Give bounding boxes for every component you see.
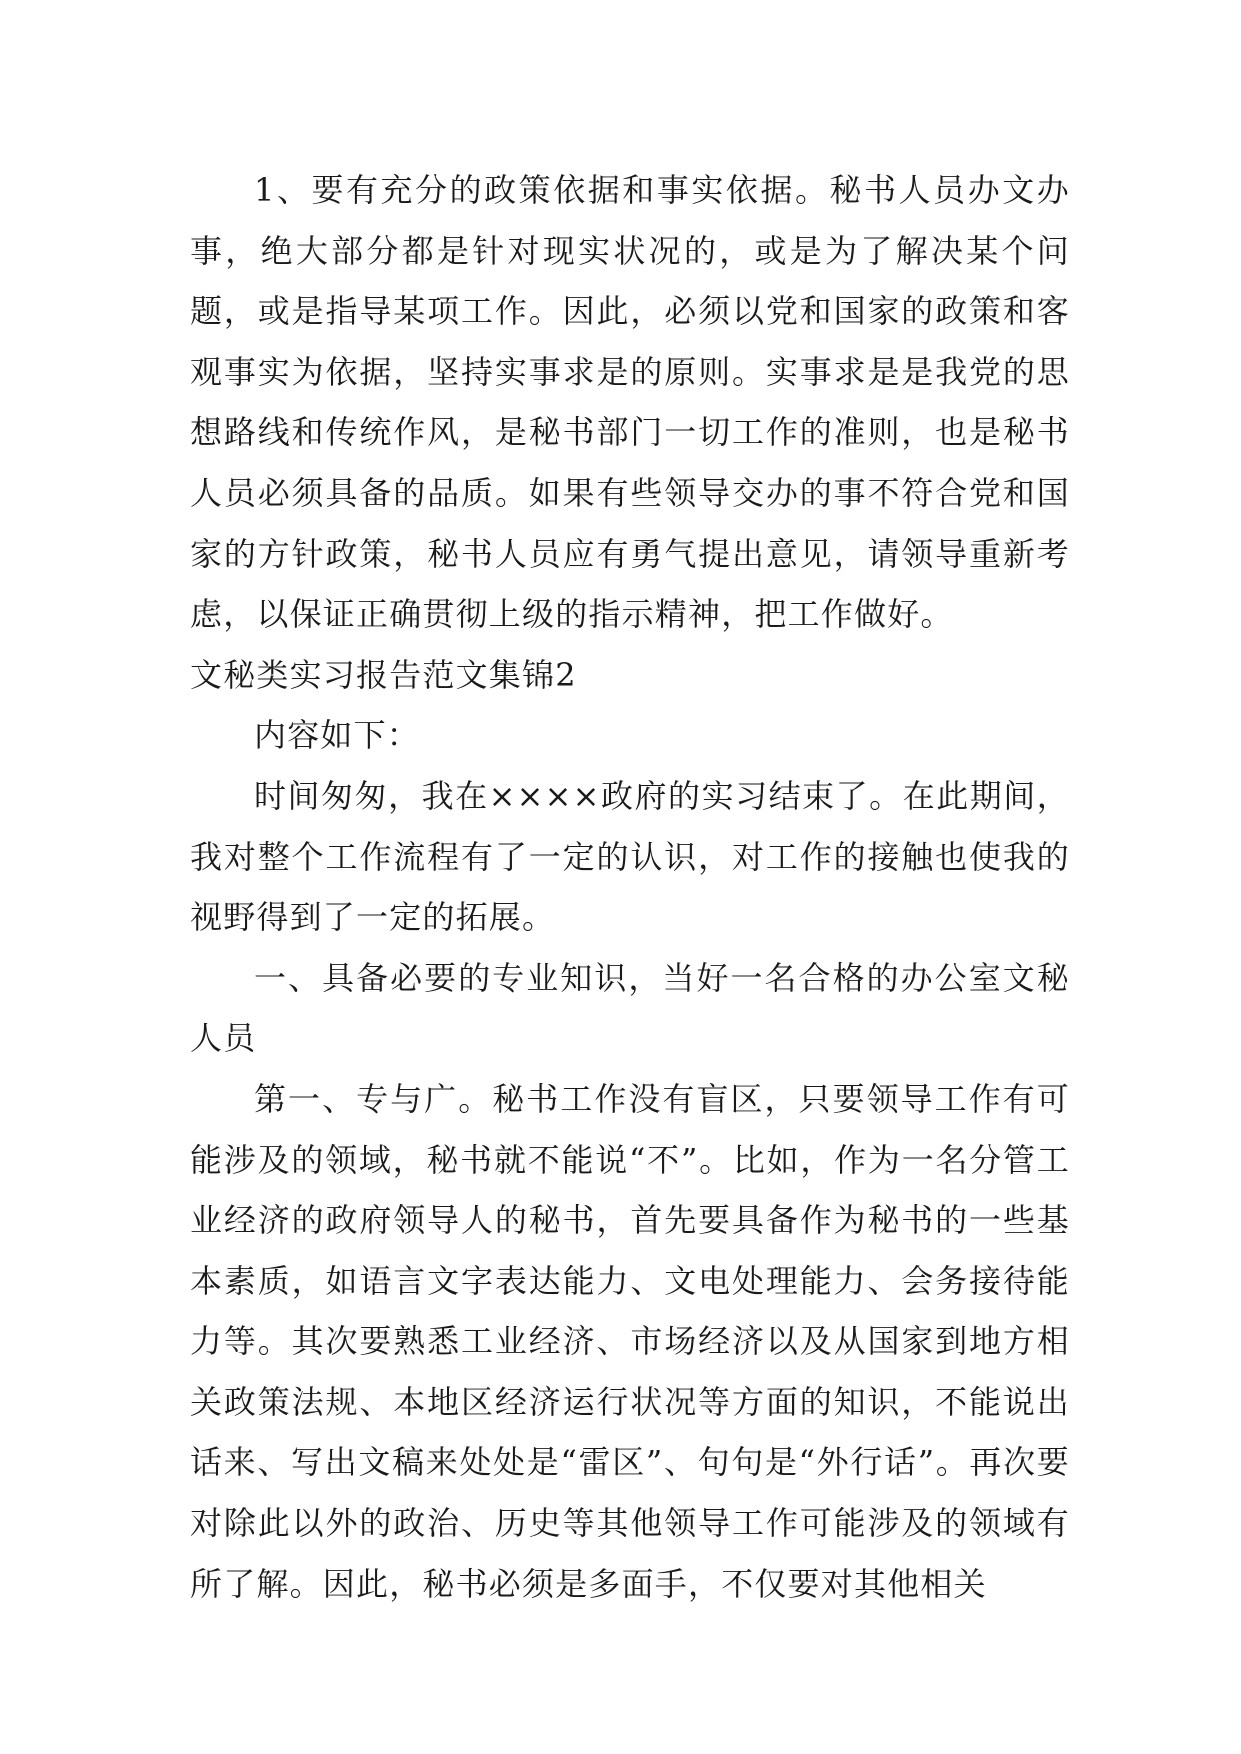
section-heading: 文秘类实习报告范文集锦2 (190, 655, 577, 694)
paragraph-intro: 内容如下： (254, 716, 421, 755)
paragraph-specialty-breadth: 第一、专与广。秘书工作没有盲区，只要领导工作有可能涉及的领域，秘书就不能说“不”。比如，作为一名分管工业经济的政府领导人的秘书，首先要具备作为秘书的一些基本素质，如语言文字表达能力、文电处理能力、会务接待能力等。其次要熟悉工业经济、市场经济以及从国家到地方相关政策法规、本地区经济运行状况等方面的知识，不能说出话来、写出文稿来处处是“雷区”、句句是“外行话”。再次要对除此以外的政治、历史等其他领导工作可能涉及的领域有所了解。因此，秘书必须是多面手，不仅要对其他相关 (190, 1079, 1070, 1603)
paragraph-policy-basis: 1、要有充分的政策依据和事实依据。秘书人员办文办事，绝大部分都是针对现实状况的，或是为了解决某个问题，或是指导某项工作。因此，必须以党和国家的政策和客观事实为依据，坚持实事求是的原则。实事求是是我党的思想路线和传统作风，是秘书部门一切工作的准则，也是秘书人员必须具备的品质。如果有些领导交办的事不符合党和国家的方针政策，秘书人员应有勇气提出意见，请领导重新考虑，以保证正确贯彻上级的指示精神，把工作做好。 (190, 171, 1070, 634)
document-body (190, 160, 1070, 1614)
paragraph-subheading-knowledge: 一、具备必要的专业知识，当好一名合格的办公室文秘人员 (190, 958, 1070, 1058)
paragraph-internship-summary: 时间匆匆，我在××××政府的实习结束了。在此期间，我对整个工作流程有了一定的认识，对工作的接触也使我的视野得到了一定的拓展。 (190, 776, 1070, 937)
